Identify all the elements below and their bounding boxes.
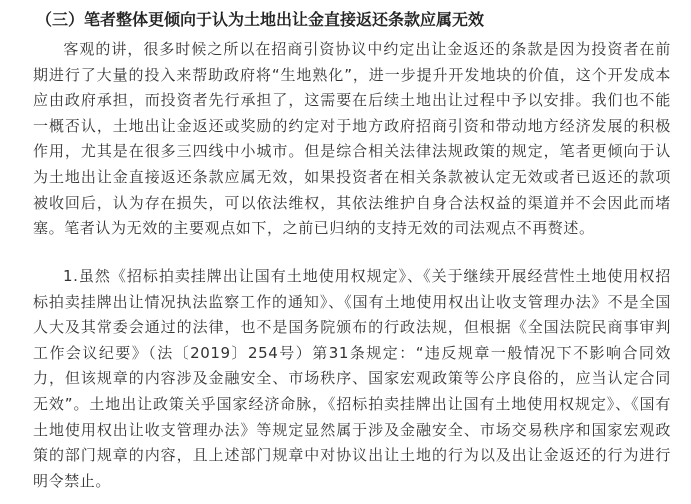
paragraph-2 <box>33 264 671 494</box>
paragraph-1-text: 客观的讲，很多时候之所以在招商引资协议中约定出让金返还的条款是因为投资者在前期进行了大量的投入来帮助政府将“生地熟化”，进一步提升开发地块的价值，这个开发成本应由政府承担，而投资者先行承担了，这需要在后续土地出让过程中予以安排。我们也不能一概否认，土地出让金返还或奖励的约定对于地方政府招商引资和带动地方经济发展的积极作用，尤其是在很多三四线中小城市。但是综合相关法律法规政策的规定，笔者更倾向于认为土地出让金直接返还条款应属无效，如果投资者在相关条款被认定无效或者已返还的款项被收回后，认为存在损失，可以依法维权，其依法维护自身合法权益的渠道并不会因此而堵塞。笔者认为无效的主要观点如下，之前已归纳的支持无效的司法观点不再赘述。 <box>33 40 671 238</box>
section-heading: （三）笔者整体更倾向于认为土地出让金直接返还条款应属无效 <box>36 10 485 29</box>
paragraph-2-text: 1.虽然《招标拍卖挂牌出让国有土地使用权规定》、《关于继续开展经营性土地使用权招标拍卖挂牌出让情况执法监察工作的通知》、《国有土地使用权出让收支管理办法》不是全国人大及其常委会通过的法律，也不是国务院颁布的行政法规，但根据《全国法院民商事审判工作会议纪要》（法〔2019〕254号）第31条规定：“违反规章一般情况下不影响合同效力，但该规章的内容涉及金融安全、市场秩序、国家宏观政策等公序良俗的，应当认定合同无效”。土地出让政策关乎国家经济命脉，《招标拍卖挂牌出让国有土地使用权规定》、《国有土地使用权出让收支管理办法》等规定显然属于涉及金融安全、市场交易秩序和国家宏观政策的部门规章的内容，且上述部门规章中对协议出让土地的行为以及出让金返还的行为进行明令禁止。 <box>33 267 671 490</box>
paragraph-1 <box>33 37 671 242</box>
